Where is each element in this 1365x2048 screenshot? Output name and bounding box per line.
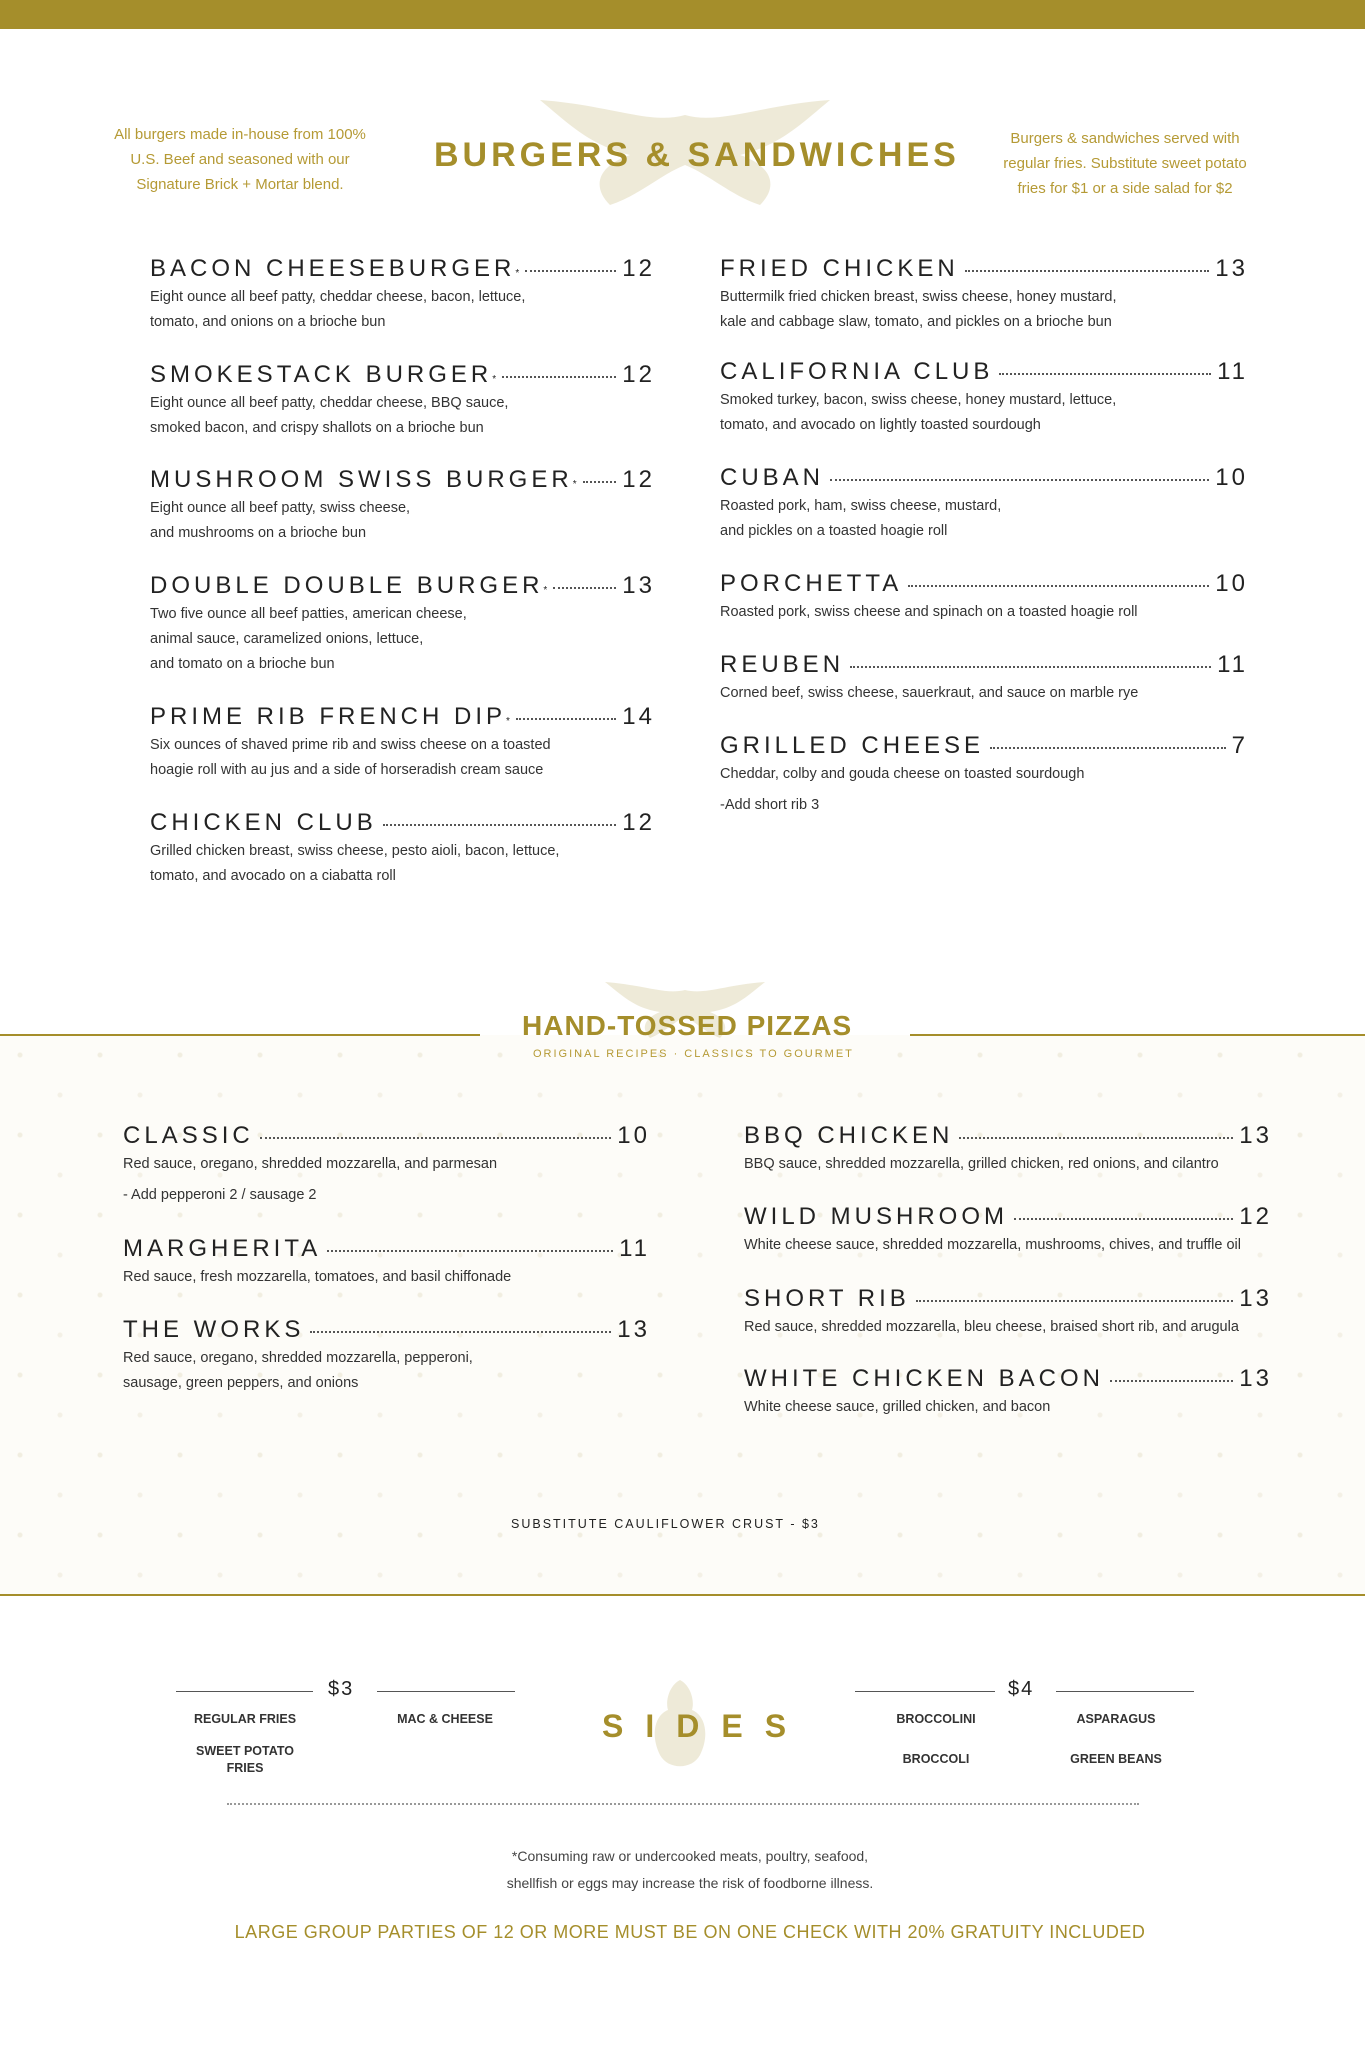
menu-item [720, 732, 1248, 818]
item-name: GRILLED CHEESE [720, 732, 985, 759]
menu-item [150, 703, 655, 783]
leader-dots [1110, 1380, 1233, 1382]
leader-dots [502, 376, 616, 378]
item-description: Buttermilk fried chicken breast, swiss cheese, honey mustard, kale and cabbage slaw, tomato, and pickles on a brioche bun [720, 289, 1117, 330]
burgers-note-left: All burgers made in-house from 100% U.S. Beef and seasoned with our Signature Brick + Mortar blend. [114, 126, 366, 193]
menu-item [720, 651, 1248, 706]
sides-divider [227, 1803, 1139, 1805]
item-price: 12 [622, 361, 655, 388]
item-name: MUSHROOM SWISS BURGER [150, 466, 573, 493]
menu-item [123, 1122, 650, 1208]
item-price: 10 [1215, 570, 1248, 597]
item-star: * [506, 716, 510, 727]
menu-item [720, 255, 1248, 335]
item-description: Eight ounce all beef patty, cheddar cheese, BBQ sauce, smoked bacon, and crispy shallots on a brioche bun [150, 395, 509, 436]
item-price: 14 [622, 703, 655, 730]
item-price: 11 [1217, 651, 1248, 678]
item-description: White cheese sauce, shredded mozzarella, mushrooms, chives, and truffle oil [744, 1237, 1242, 1253]
menu-item [123, 1316, 650, 1396]
item-name: BBQ CHICKEN [744, 1122, 954, 1149]
item-description: Six ounces of shaved prime rib and swiss cheese on a toasted hoagie roll with au jus and a side of horseradish cream sauce [150, 737, 551, 778]
item-price: 13 [617, 1316, 650, 1343]
menu-item [744, 1285, 1272, 1340]
sides-rule [1056, 1691, 1194, 1692]
leader-dots [830, 479, 1209, 481]
menu-item [150, 809, 655, 889]
item-description: Smoked turkey, bacon, swiss cheese, honey mustard, lettuce, tomato, and avocado on lightly toasted sourdough [720, 392, 1117, 433]
item-name: BACON CHEESEBURGER [150, 255, 516, 282]
item-price: 10 [1215, 464, 1248, 491]
menu-item [720, 464, 1248, 544]
item-description: Red sauce, fresh mozzarella, tomatoes, and basil chiffonade [123, 1269, 512, 1285]
item-price: 13 [1215, 255, 1248, 282]
leader-dots [310, 1331, 611, 1333]
item-addon: - Add pepperoni 2 / sausage 2 [123, 1187, 317, 1203]
leader-dots [1014, 1218, 1233, 1220]
item-price: 10 [617, 1122, 650, 1149]
item-description: White cheese sauce, grilled chicken, and bacon [744, 1399, 1051, 1415]
item-name: WHITE CHICKEN BACON [744, 1365, 1105, 1392]
item-name: DOUBLE DOUBLE BURGER [150, 572, 544, 599]
leader-dots [999, 373, 1211, 375]
sides-rule [855, 1691, 995, 1692]
item-price: 13 [1239, 1365, 1272, 1392]
item-price: 12 [622, 466, 655, 493]
item-description: BBQ sauce, shredded mozzarella, grilled chicken, red onions, and cilantro [744, 1156, 1219, 1172]
item-name: CALIFORNIA CLUB [720, 358, 994, 385]
item-name: THE WORKS [123, 1316, 305, 1343]
item-description: Roasted pork, ham, swiss cheese, mustard, and pickles on a toasted hoagie roll [720, 498, 1002, 539]
item-star: * [543, 585, 548, 596]
item-description: Red sauce, oregano, shredded mozzarella, pepperoni, sausage, green peppers, and onions [123, 1350, 473, 1391]
item-name: CUBAN [720, 464, 825, 491]
leader-dots [965, 270, 1210, 272]
menu-item [720, 358, 1248, 438]
item-name: REUBEN [720, 651, 845, 678]
leader-dots [260, 1137, 612, 1139]
menu-item [744, 1365, 1272, 1420]
item-star: * [492, 374, 497, 385]
item-star: * [515, 268, 520, 279]
item-name: CHICKEN CLUB [150, 809, 377, 836]
menu-item [720, 570, 1248, 625]
leader-dots [516, 718, 616, 720]
item-price: 11 [1217, 358, 1248, 385]
food-safety-disclaimer: *Consuming raw or undercooked meats, poultry, seafood, shellfish or eggs may increase the risk of foodborne illness. [506, 1848, 874, 1891]
burgers-note-right: Burgers & sandwiches served with regular fries. Substitute sweet potato fries for $1 or a side salad for $2 [1003, 130, 1247, 197]
item-name: PORCHETTA [720, 570, 903, 597]
side-item: BROCCOLI [902, 1752, 970, 1766]
item-name: FRIED CHICKEN [720, 255, 959, 282]
sides-rule [176, 1691, 313, 1692]
leader-dots [916, 1300, 1233, 1302]
menu-item [123, 1235, 650, 1290]
leader-dots [383, 824, 617, 826]
leader-dots [990, 747, 1226, 749]
item-description: Eight ounce all beef patty, cheddar cheese, bacon, lettuce, tomato, and onions on a brioche bun [150, 289, 526, 330]
item-description: Corned beef, swiss cheese, sauerkraut, and sauce on marble rye [720, 685, 1139, 701]
side-item: BROCCOLINI [896, 1712, 976, 1726]
item-price: 13 [622, 572, 655, 599]
top-gold-bar [0, 0, 1365, 29]
leader-dots [959, 1137, 1233, 1139]
side-item: GREEN BEANS [1070, 1752, 1162, 1766]
menu-item [744, 1122, 1272, 1177]
sides-price-right: $4 [1008, 1678, 1035, 1700]
item-star: * [572, 479, 577, 490]
large-group-notice: LARGE GROUP PARTIES OF 12 OR MORE MUST BE ON ONE CHECK WITH 20% GRATUITY INCLUDED [234, 1922, 1146, 1942]
sides-section-title: SIDES [602, 1708, 809, 1744]
leader-dots [908, 585, 1209, 587]
item-price: 11 [619, 1235, 650, 1262]
side-item: MAC & CHEESE [397, 1712, 493, 1726]
item-description: Red sauce, shredded mozzarella, bleu cheese, braised short rib, and arugula [744, 1319, 1239, 1335]
sides-rule [377, 1691, 515, 1692]
item-price: 12 [622, 809, 655, 836]
item-name: WILD MUSHROOM [744, 1203, 1008, 1230]
cauliflower-crust-note: SUBSTITUTE CAULIFLOWER CRUST - $3 [511, 1517, 820, 1531]
pizza-rule-right [910, 1034, 1365, 1036]
item-description: Roasted pork, swiss cheese and spinach on a toasted hoagie roll [720, 604, 1138, 620]
item-price: 13 [1239, 1122, 1272, 1149]
pizza-bottom-rule [0, 1594, 1365, 1596]
menu-item [150, 572, 655, 677]
menu-item [744, 1203, 1272, 1258]
menu-item [150, 361, 655, 441]
item-price: 7 [1231, 732, 1248, 759]
item-price: 12 [622, 255, 655, 282]
sides-price-left: $3 [328, 1678, 355, 1700]
leader-dots [553, 587, 616, 589]
side-item: ASPARAGUS [1076, 1712, 1156, 1726]
item-description: Two five ounce all beef patties, american cheese, animal sauce, caramelized onions, lettuce, and tomato on a brioche bun [150, 606, 467, 672]
item-description: Cheddar, colby and gouda cheese on toasted sourdough [720, 766, 1085, 782]
leader-dots [850, 666, 1211, 668]
burgers-section-title: BURGERS & SANDWICHES [434, 136, 960, 174]
pizza-section-subtitle: ORIGINAL RECIPES · CLASSICS TO GOURMET [533, 1048, 854, 1060]
item-name: MARGHERITA [123, 1235, 322, 1262]
leader-dots [583, 481, 617, 483]
item-name: CLASSIC [123, 1122, 254, 1149]
leader-dots [525, 270, 616, 272]
side-item: REGULAR FRIES [193, 1712, 297, 1726]
item-name: SMOKESTACK BURGER [150, 361, 493, 388]
menu-item [150, 255, 655, 335]
item-name: PRIME RIB FRENCH DIP [150, 703, 507, 730]
side-item: SWEET POTATO FRIES [196, 1744, 294, 1775]
item-price: 13 [1239, 1285, 1272, 1312]
item-name: SHORT RIB [744, 1285, 910, 1312]
pizza-rule-left [0, 1034, 480, 1036]
menu-item [150, 466, 655, 546]
item-description: Eight ounce all beef patty, swiss cheese, and mushrooms on a brioche bun [150, 500, 411, 541]
item-description: Red sauce, oregano, shredded mozzarella, and parmesan [123, 1156, 498, 1172]
item-price: 12 [1239, 1203, 1272, 1230]
leader-dots [327, 1250, 613, 1252]
item-addon: -Add short rib 3 [720, 797, 820, 813]
pizza-section-title: HAND-TOSSED PIZZAS [522, 1010, 853, 1041]
item-description: Grilled chicken breast, swiss cheese, pesto aioli, bacon, lettuce, tomato, and avocado on a ciabatta roll [150, 843, 560, 884]
